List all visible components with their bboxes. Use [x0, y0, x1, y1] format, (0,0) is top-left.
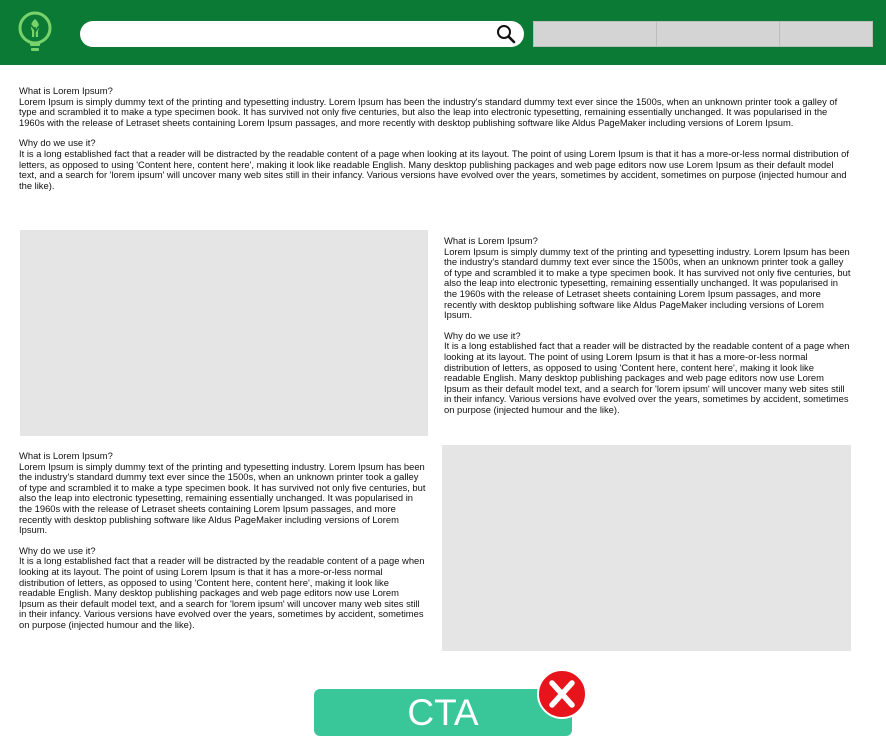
section-paragraph: Lorem Ipsum is simply dummy text of the printing and typesetting industry. Lorem Ipsum has been the industry's standard dummy text ever since the 1500s, when an unknown printer took a galley of type and scrambled it to make a type specimen book. It has survived not only five centuries, but also the leap into electronic typesetting, remaining essentially unchanged. It was popularised in the 1960s with the release of Letraset sheets containing Lorem Ipsum passages, and more recently with desktop publishing software like Aldus PageMaker including versions of Lorem Ipsum. — [444, 245, 851, 321]
close-icon[interactable] — [536, 668, 588, 720]
search-bar[interactable] — [80, 21, 524, 47]
section-paragraph: Lorem Ipsum is simply dummy text of the printing and typesetting industry. Lorem Ipsum has been the industry's standard dummy text ever since the 1500s, when an unknown printer took a galley of type and scrambled it to make a type specimen book. It has survived not only five centuries, but also the leap into electronic typesetting, remaining essentially unchanged. It was popularised in the 1960s with the release of Letraset sheets containing Lorem Ipsum passages, and more recently with desktop publishing software like Aldus PageMaker including versions of Lorem Ipsum. — [19, 95, 838, 128]
header-bar — [0, 0, 886, 65]
nav-button-3[interactable] — [780, 21, 873, 47]
cta-button[interactable]: CTA — [314, 689, 572, 736]
search-icon[interactable] — [496, 24, 516, 44]
section-heading: Why do we use it? — [444, 329, 521, 341]
nav-menu — [533, 21, 873, 47]
section-paragraph: It is a long established fact that a reader will be distracted by the readable content of a page when looking at its layout. The point of using Lorem Ipsum is that it has a more-or-less normal distribution of letters, as opposed to using 'Content here, content here', making it look like readable English. Many desktop publishing packages and web page editors now use Lorem Ipsum as their default model text, and a search for 'lorem ipsum' will uncover many web sites still in their infancy. Various versions have evolved over the years, sometimes by accident, sometimes on purpose (injected humour and the like). — [19, 555, 425, 630]
lightbulb-logo-icon[interactable] — [17, 10, 53, 56]
section-heading: What is Lorem Ipsum? — [444, 235, 538, 246]
nav-button-2[interactable] — [657, 21, 780, 47]
search-input[interactable] — [94, 24, 498, 46]
image-placeholder-left — [20, 230, 428, 436]
section-heading: What is Lorem Ipsum? — [19, 85, 113, 96]
right-text-block — [444, 236, 851, 416]
section-paragraph: It is a long established fact that a reader will be distracted by the readable content of a page when looking at its layout. The point of using Lorem Ipsum is that it has a more-or-less normal distribution of letters, as opposed to using 'Content here, content here', making it look like readable English. Many desktop publishing packages and web page editors now use Lorem Ipsum as their default model text, and a search for 'lorem ipsum' will uncover many web sites still in their infancy. Various versions have evolved over the years, sometimes by accident, sometimes on purpose (injected humour and the like). — [444, 340, 850, 415]
section-heading: What is Lorem Ipsum? — [19, 450, 113, 461]
intro-text-block — [19, 86, 849, 191]
section-paragraph: It is a long established fact that a reader will be distracted by the readable content of a page when looking at its layout. The point of using Lorem Ipsum is that it has a more-or-less normal distribution of letters, as opposed to using 'Content here, content here', making it look like readable English. Many desktop publishing packages and web page editors now use Lorem Ipsum as their default model text, and a search for 'lorem ipsum' will uncover many web sites still in their infancy. Various versions have evolved over the years, sometimes by accident, sometimes on purpose (injected humour and the like). — [19, 147, 849, 191]
left-text-block — [19, 451, 426, 631]
nav-button-1[interactable] — [533, 21, 657, 47]
image-placeholder-right — [442, 445, 851, 651]
section-heading: Why do we use it? — [19, 137, 96, 149]
section-paragraph: Lorem Ipsum is simply dummy text of the printing and typesetting industry. Lorem Ipsum has been the industry's standard dummy text ever since the 1500s, when an unknown printer took a galley of type and scrambled it to make a type specimen book. It has survived not only five centuries, but also the leap into electronic typesetting, remaining essentially unchanged. It was popularised in the 1960s with the release of Letraset sheets containing Lorem Ipsum passages, and more recently with desktop publishing software like Aldus PageMaker including versions of Lorem Ipsum. — [19, 460, 426, 536]
section-heading: Why do we use it? — [19, 544, 96, 556]
